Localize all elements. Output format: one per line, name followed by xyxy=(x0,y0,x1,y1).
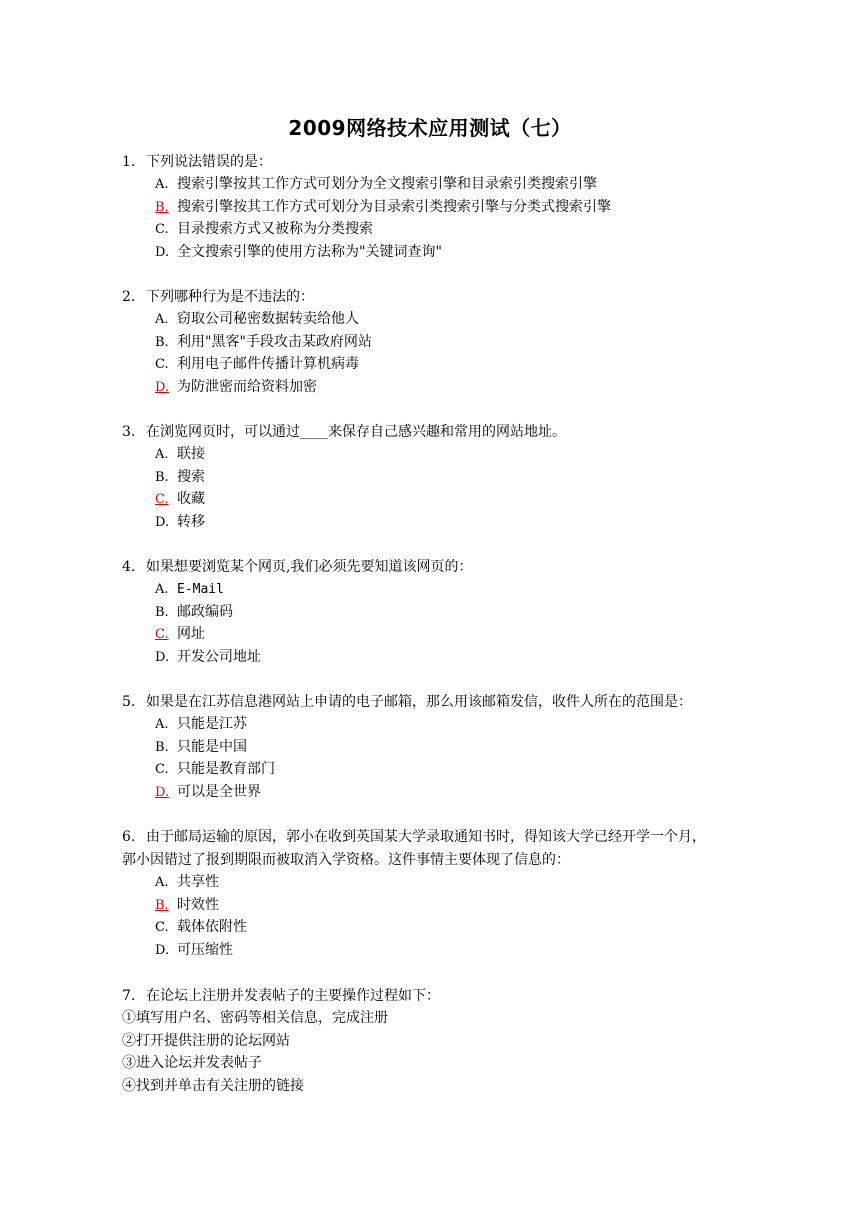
option-a xyxy=(155,443,205,466)
question-text: 下列说法错误的是： xyxy=(146,154,272,170)
option-letter: C. xyxy=(155,762,169,777)
question-text: 在浏览网页时，可以通过____来保存自己感兴趣和常用的网站地址。 xyxy=(146,424,566,440)
question-6 xyxy=(122,826,706,849)
answer-option-letter: D. xyxy=(155,379,170,395)
question-text: 下列哪种行为是不违法的： xyxy=(146,289,314,305)
option-a xyxy=(155,871,247,894)
option-a xyxy=(155,308,372,331)
option-b xyxy=(155,466,205,489)
question-4 xyxy=(122,556,472,579)
option-text: 时效性 xyxy=(177,896,219,913)
option-text: 开发公司地址 xyxy=(177,648,261,665)
option-b xyxy=(155,736,275,759)
question-4-options xyxy=(155,578,261,668)
option-text: E-Mail xyxy=(177,582,224,597)
option-text: 利用电子邮件传播计算机病毒 xyxy=(177,356,359,372)
question-text: 在论坛上注册并发表帖子的主要操作过程如下： xyxy=(146,988,440,1004)
option-letter: D. xyxy=(155,649,170,665)
option-text: 为防泄密而给资料加密 xyxy=(177,378,317,395)
option-text: 可压缩性 xyxy=(177,941,233,958)
option-letter: A. xyxy=(155,582,169,597)
question-text: 如果是在江苏信息港网站上申请的电子邮箱，那么用该邮箱发信，收件人所在的范围是： xyxy=(146,694,692,710)
option-letter: C. xyxy=(155,222,169,237)
question-text: 由于邮局运输的原因，郭小在收到英国某大学录取通知书时，得知该大学已经开学一个月， xyxy=(146,829,706,845)
question-number: 7. xyxy=(122,988,136,1004)
option-text: 邮政编码 xyxy=(177,603,233,620)
option-d xyxy=(155,511,205,534)
option-d xyxy=(155,939,247,962)
option-text: 搜索引擎按其工作方式可划分为全文搜索引擎和目录索引类搜索引擎 xyxy=(177,176,597,192)
option-letter: B. xyxy=(155,334,169,350)
question-3 xyxy=(122,421,566,444)
answer-option-letter: C. xyxy=(155,492,169,507)
option-letter: B. xyxy=(155,604,169,620)
option-letter: A. xyxy=(155,447,169,462)
option-text: 联接 xyxy=(177,446,205,462)
option-text: 可以是全世界 xyxy=(177,783,261,800)
option-b xyxy=(155,331,372,354)
question-2 xyxy=(122,286,314,309)
option-letter: C. xyxy=(155,357,169,372)
option-text: 利用"黑客"手段攻击某政府网站 xyxy=(177,333,372,350)
option-a xyxy=(155,173,611,196)
option-text: 只能是教育部门 xyxy=(177,761,275,777)
question-number: 2. xyxy=(122,289,136,305)
option-letter: B. xyxy=(155,469,169,485)
option-letter: C. xyxy=(155,920,169,935)
option-b xyxy=(155,894,247,917)
option-letter: D. xyxy=(155,514,170,530)
question-number: 3. xyxy=(122,424,136,440)
option-text: 全文搜索引擎的使用方法称为"关键词查询" xyxy=(177,243,442,260)
option-letter: A. xyxy=(155,312,169,327)
option-c xyxy=(155,916,247,939)
question-3-options xyxy=(155,443,205,533)
option-text: 收藏 xyxy=(177,491,205,507)
question-6-continuation: 郭小因错过了报到期限而被取消入学资格。这件事情主要体现了信息的： xyxy=(122,852,570,868)
option-b xyxy=(155,601,261,624)
question-number: 6. xyxy=(122,829,136,845)
option-d xyxy=(155,781,275,804)
option-text: 目录搜索方式又被称为分类搜索 xyxy=(177,221,373,237)
option-text: 只能是中国 xyxy=(177,738,247,755)
option-text: 搜索引擎按其工作方式可划分为目录索引类搜索引擎与分类式搜索引擎 xyxy=(177,198,611,215)
option-letter: D. xyxy=(155,244,170,260)
question-number: 5. xyxy=(122,694,136,710)
option-text: 搜索 xyxy=(177,468,205,485)
answer-option-letter: C. xyxy=(155,627,169,642)
step-2: ②打开提供注册的论坛网站 xyxy=(122,1033,290,1049)
question-5 xyxy=(122,691,692,714)
option-c xyxy=(155,488,205,511)
question-2-options xyxy=(155,308,372,398)
option-c xyxy=(155,623,261,646)
option-d xyxy=(155,241,611,264)
option-text: 网址 xyxy=(177,626,205,642)
question-text: 如果想要浏览某个网页,我们必须先要知道该网页的： xyxy=(146,559,473,575)
option-c xyxy=(155,758,275,781)
page-title: 2009网络技术应用测试（七） xyxy=(288,116,572,140)
option-letter: A. xyxy=(155,177,169,192)
step-4: ④找到并单击有关注册的链接 xyxy=(122,1078,304,1094)
option-text: 载体依附性 xyxy=(177,919,247,935)
option-text: 窃取公司秘密数据转卖给他人 xyxy=(177,311,359,327)
option-d xyxy=(155,376,372,399)
step-3: ③进入论坛并发表帖子 xyxy=(122,1055,262,1071)
option-letter: A. xyxy=(155,875,169,890)
option-c xyxy=(155,353,372,376)
question-5-options xyxy=(155,713,275,803)
step-1: ①填写用户名、密码等相关信息，完成注册 xyxy=(122,1010,388,1026)
option-text: 只能是江苏 xyxy=(177,716,247,732)
option-text: 共享性 xyxy=(177,874,219,890)
option-a xyxy=(155,713,275,736)
option-c xyxy=(155,218,611,241)
option-text: 转移 xyxy=(177,513,205,530)
option-d xyxy=(155,646,261,669)
question-1 xyxy=(122,151,272,174)
question-1-options xyxy=(155,173,611,263)
question-6-options xyxy=(155,871,247,961)
question-number: 1. xyxy=(122,154,136,170)
question-number: 4. xyxy=(122,559,136,575)
option-letter: B. xyxy=(155,739,169,755)
option-a xyxy=(155,578,261,601)
answer-option-letter: B. xyxy=(155,199,169,215)
answer-option-letter: D. xyxy=(155,784,170,800)
answer-option-letter: B. xyxy=(155,897,169,913)
option-letter: A. xyxy=(155,717,169,732)
question-7 xyxy=(122,985,440,1008)
option-b xyxy=(155,196,611,219)
option-letter: D. xyxy=(155,942,170,958)
